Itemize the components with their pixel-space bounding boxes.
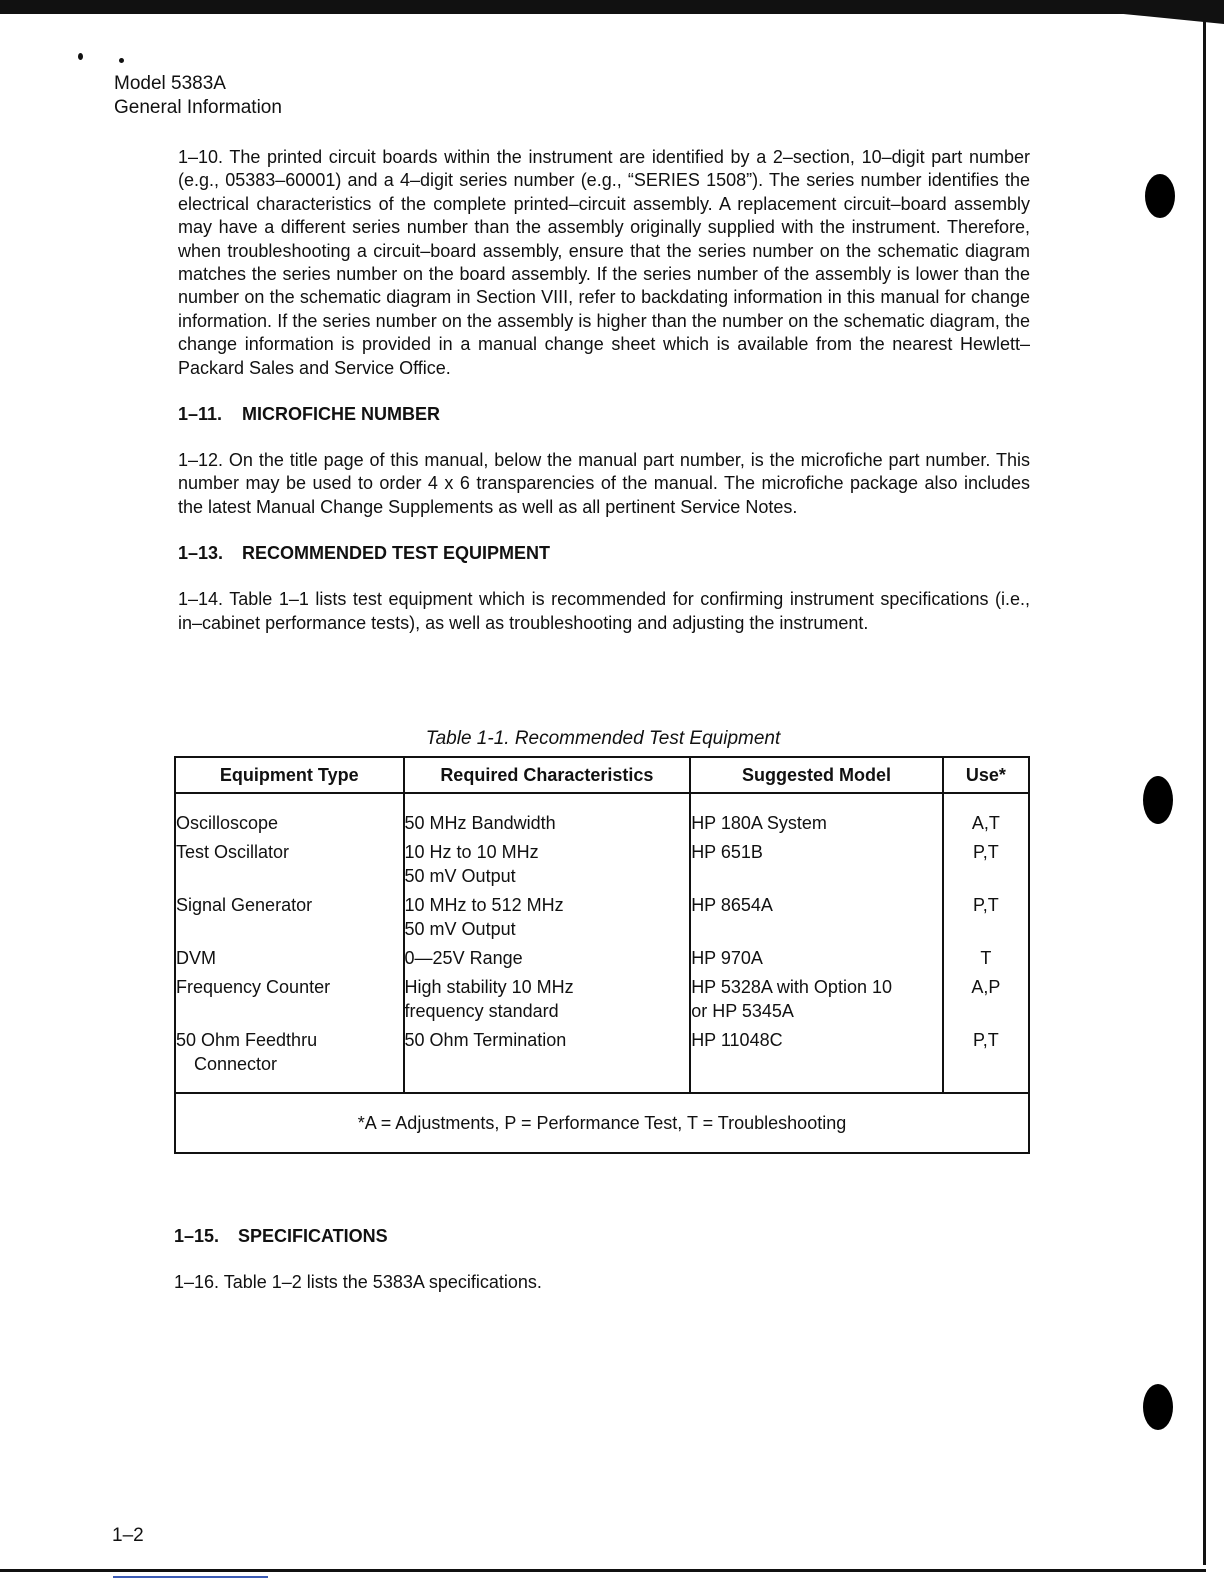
heading-1-15 xyxy=(174,1226,1030,1247)
equipment-type-cell xyxy=(175,793,404,835)
right-border-rule xyxy=(1203,20,1206,1565)
heading-text: SPECIFICATIONS xyxy=(238,1226,388,1246)
cell-line: HP 11048C xyxy=(691,1030,783,1050)
table-caption: Table 1-1. Recommended Test Equipment xyxy=(425,728,781,749)
bottom-border-rule xyxy=(0,1569,1206,1572)
body-content xyxy=(178,146,1030,635)
equipment-type-cell xyxy=(175,1023,404,1093)
characteristics-cell xyxy=(404,793,691,835)
heading-number: 1–13. xyxy=(178,543,224,564)
column-header: Required Characteristics xyxy=(404,757,691,793)
cell-line: Connector xyxy=(194,1054,278,1074)
heading-1-11 xyxy=(178,404,1030,425)
heading-text: MICROFICHE NUMBER xyxy=(242,404,440,425)
column-header: Use* xyxy=(943,757,1029,793)
model-cell xyxy=(690,793,943,835)
table-row xyxy=(175,970,1029,1023)
scan-speck xyxy=(78,53,83,60)
cell-line: HP 970A xyxy=(691,948,763,968)
binder-hole xyxy=(1143,1384,1173,1430)
cell-line: 50 MHz Bandwidth xyxy=(404,813,556,833)
equipment-type-cell xyxy=(175,970,404,1023)
heading-number: 1–15. xyxy=(174,1226,220,1246)
paragraph-1-16: 1–16. Table 1–2 lists the 5383A specifications. xyxy=(174,1272,542,1292)
use-cell: A,P xyxy=(943,970,1029,1023)
running-header xyxy=(114,72,282,120)
characteristics-cell xyxy=(404,941,691,970)
table-header-row xyxy=(175,757,1029,793)
table-row xyxy=(175,835,1029,888)
model-cell xyxy=(690,970,943,1023)
table-footnote-row xyxy=(175,1093,1029,1153)
heading-text: RECOMMENDED TEST EQUIPMENT xyxy=(242,543,551,564)
cell-line: frequency standard xyxy=(404,1001,559,1021)
equipment-type-cell xyxy=(175,888,404,941)
equipment-type-cell xyxy=(175,835,404,888)
paragraph-1-14: 1–14. Table 1–1 lists test equipment which is recommended for confirming instrument specifications (i.e., in–cabinet performance tests), as well as troubleshooting and adjusting the instrument. xyxy=(178,589,1030,633)
table-row xyxy=(175,793,1029,835)
top-border-rule xyxy=(0,0,1224,14)
cell-line: 50 Ohm Termination xyxy=(404,1030,567,1050)
use-cell: P,T xyxy=(943,888,1029,941)
use-cell: P,T xyxy=(943,835,1029,888)
table-row xyxy=(175,888,1029,941)
cell-line: DVM xyxy=(176,948,216,968)
binder-hole xyxy=(1145,174,1175,218)
paragraph-1-10: 1–10. The printed circuit boards within the instrument are identified by a 2–section, 10–digit part number (e.g., 05383–60001) and a 4–digit series number (e.g., “SERIES 1508”). The series number identifies the electrical characteristics of the complete printed–circuit assembly. A replacement circuit–board assembly may have a different series number than the assembly originally supplied with the instrument. Therefore, when troubleshooting a circuit–board assembly, ensure that the series number on the schematic diagram matches the series number on the board assembly. If the series number of the assembly is lower than the number on the schematic diagram in Section VIII, refer to backdating information in this manual for change information. If the series number on the assembly is higher than the number on the schematic diagram, the change information is provided in a manual change sheet which is available from the nearest Hewlett–Packard Sales and Service Office. xyxy=(178,147,1030,378)
model-cell xyxy=(690,941,943,970)
use-cell: T xyxy=(943,941,1029,970)
use-cell: P,T xyxy=(943,1023,1029,1093)
cell-line: 10 Hz to 10 MHz xyxy=(404,842,539,862)
use-cell: A,T xyxy=(943,793,1029,835)
recommended-test-equipment-table xyxy=(174,756,1030,1154)
model-label: Model 5383A xyxy=(114,73,226,94)
model-cell xyxy=(690,888,943,941)
bottom-blue-mark xyxy=(113,1576,268,1578)
cell-line: HP 8654A xyxy=(691,895,773,915)
model-cell xyxy=(690,835,943,888)
scan-speck xyxy=(119,58,124,63)
table-footnote: *A = Adjustments, P = Performance Test, T = Troubleshooting xyxy=(175,1093,1029,1153)
model-cell xyxy=(690,1023,943,1093)
heading-number: 1–11. xyxy=(178,404,223,425)
cell-line: or HP 5345A xyxy=(691,1001,794,1021)
lower-content xyxy=(174,1226,1030,1294)
cell-line: HP 651B xyxy=(691,842,763,862)
cell-line: Test Oscillator xyxy=(176,842,290,862)
characteristics-cell xyxy=(404,835,691,888)
cell-line: HP 180A System xyxy=(691,813,827,833)
heading-1-13 xyxy=(178,543,1030,564)
cell-line: HP 5328A with Option 10 xyxy=(691,977,892,997)
equipment-type-cell xyxy=(175,941,404,970)
cell-line: 50 Ohm Feedthru xyxy=(176,1030,318,1050)
section-label: General Information xyxy=(114,97,282,118)
paragraph-1-12: 1–12. On the title page of this manual, below the manual part number, is the microfiche part number. This number may be used to order 4 x 6 transparencies of the manual. The microfiche package also includes the latest Manual Change Supplements as well as all pertinent Service Notes. xyxy=(178,450,1030,517)
cell-line: High stability 10 MHz xyxy=(404,977,574,997)
characteristics-cell xyxy=(404,888,691,941)
cell-line: Frequency Counter xyxy=(176,977,331,997)
cell-line: 0—25V Range xyxy=(404,948,523,968)
cell-line: Signal Generator xyxy=(176,895,313,915)
cell-line: Oscilloscope xyxy=(176,813,279,833)
characteristics-cell xyxy=(404,970,691,1023)
table-row xyxy=(175,941,1029,970)
column-header: Suggested Model xyxy=(690,757,943,793)
page-number: 1–2 xyxy=(112,1525,144,1546)
cell-line: 50 mV Output xyxy=(404,919,516,939)
cell-line: 50 mV Output xyxy=(404,866,516,886)
binder-hole xyxy=(1143,776,1173,824)
table-row xyxy=(175,1023,1029,1093)
cell-line: 10 MHz to 512 MHz xyxy=(404,895,564,915)
characteristics-cell xyxy=(404,1023,691,1093)
column-header: Equipment Type xyxy=(175,757,404,793)
